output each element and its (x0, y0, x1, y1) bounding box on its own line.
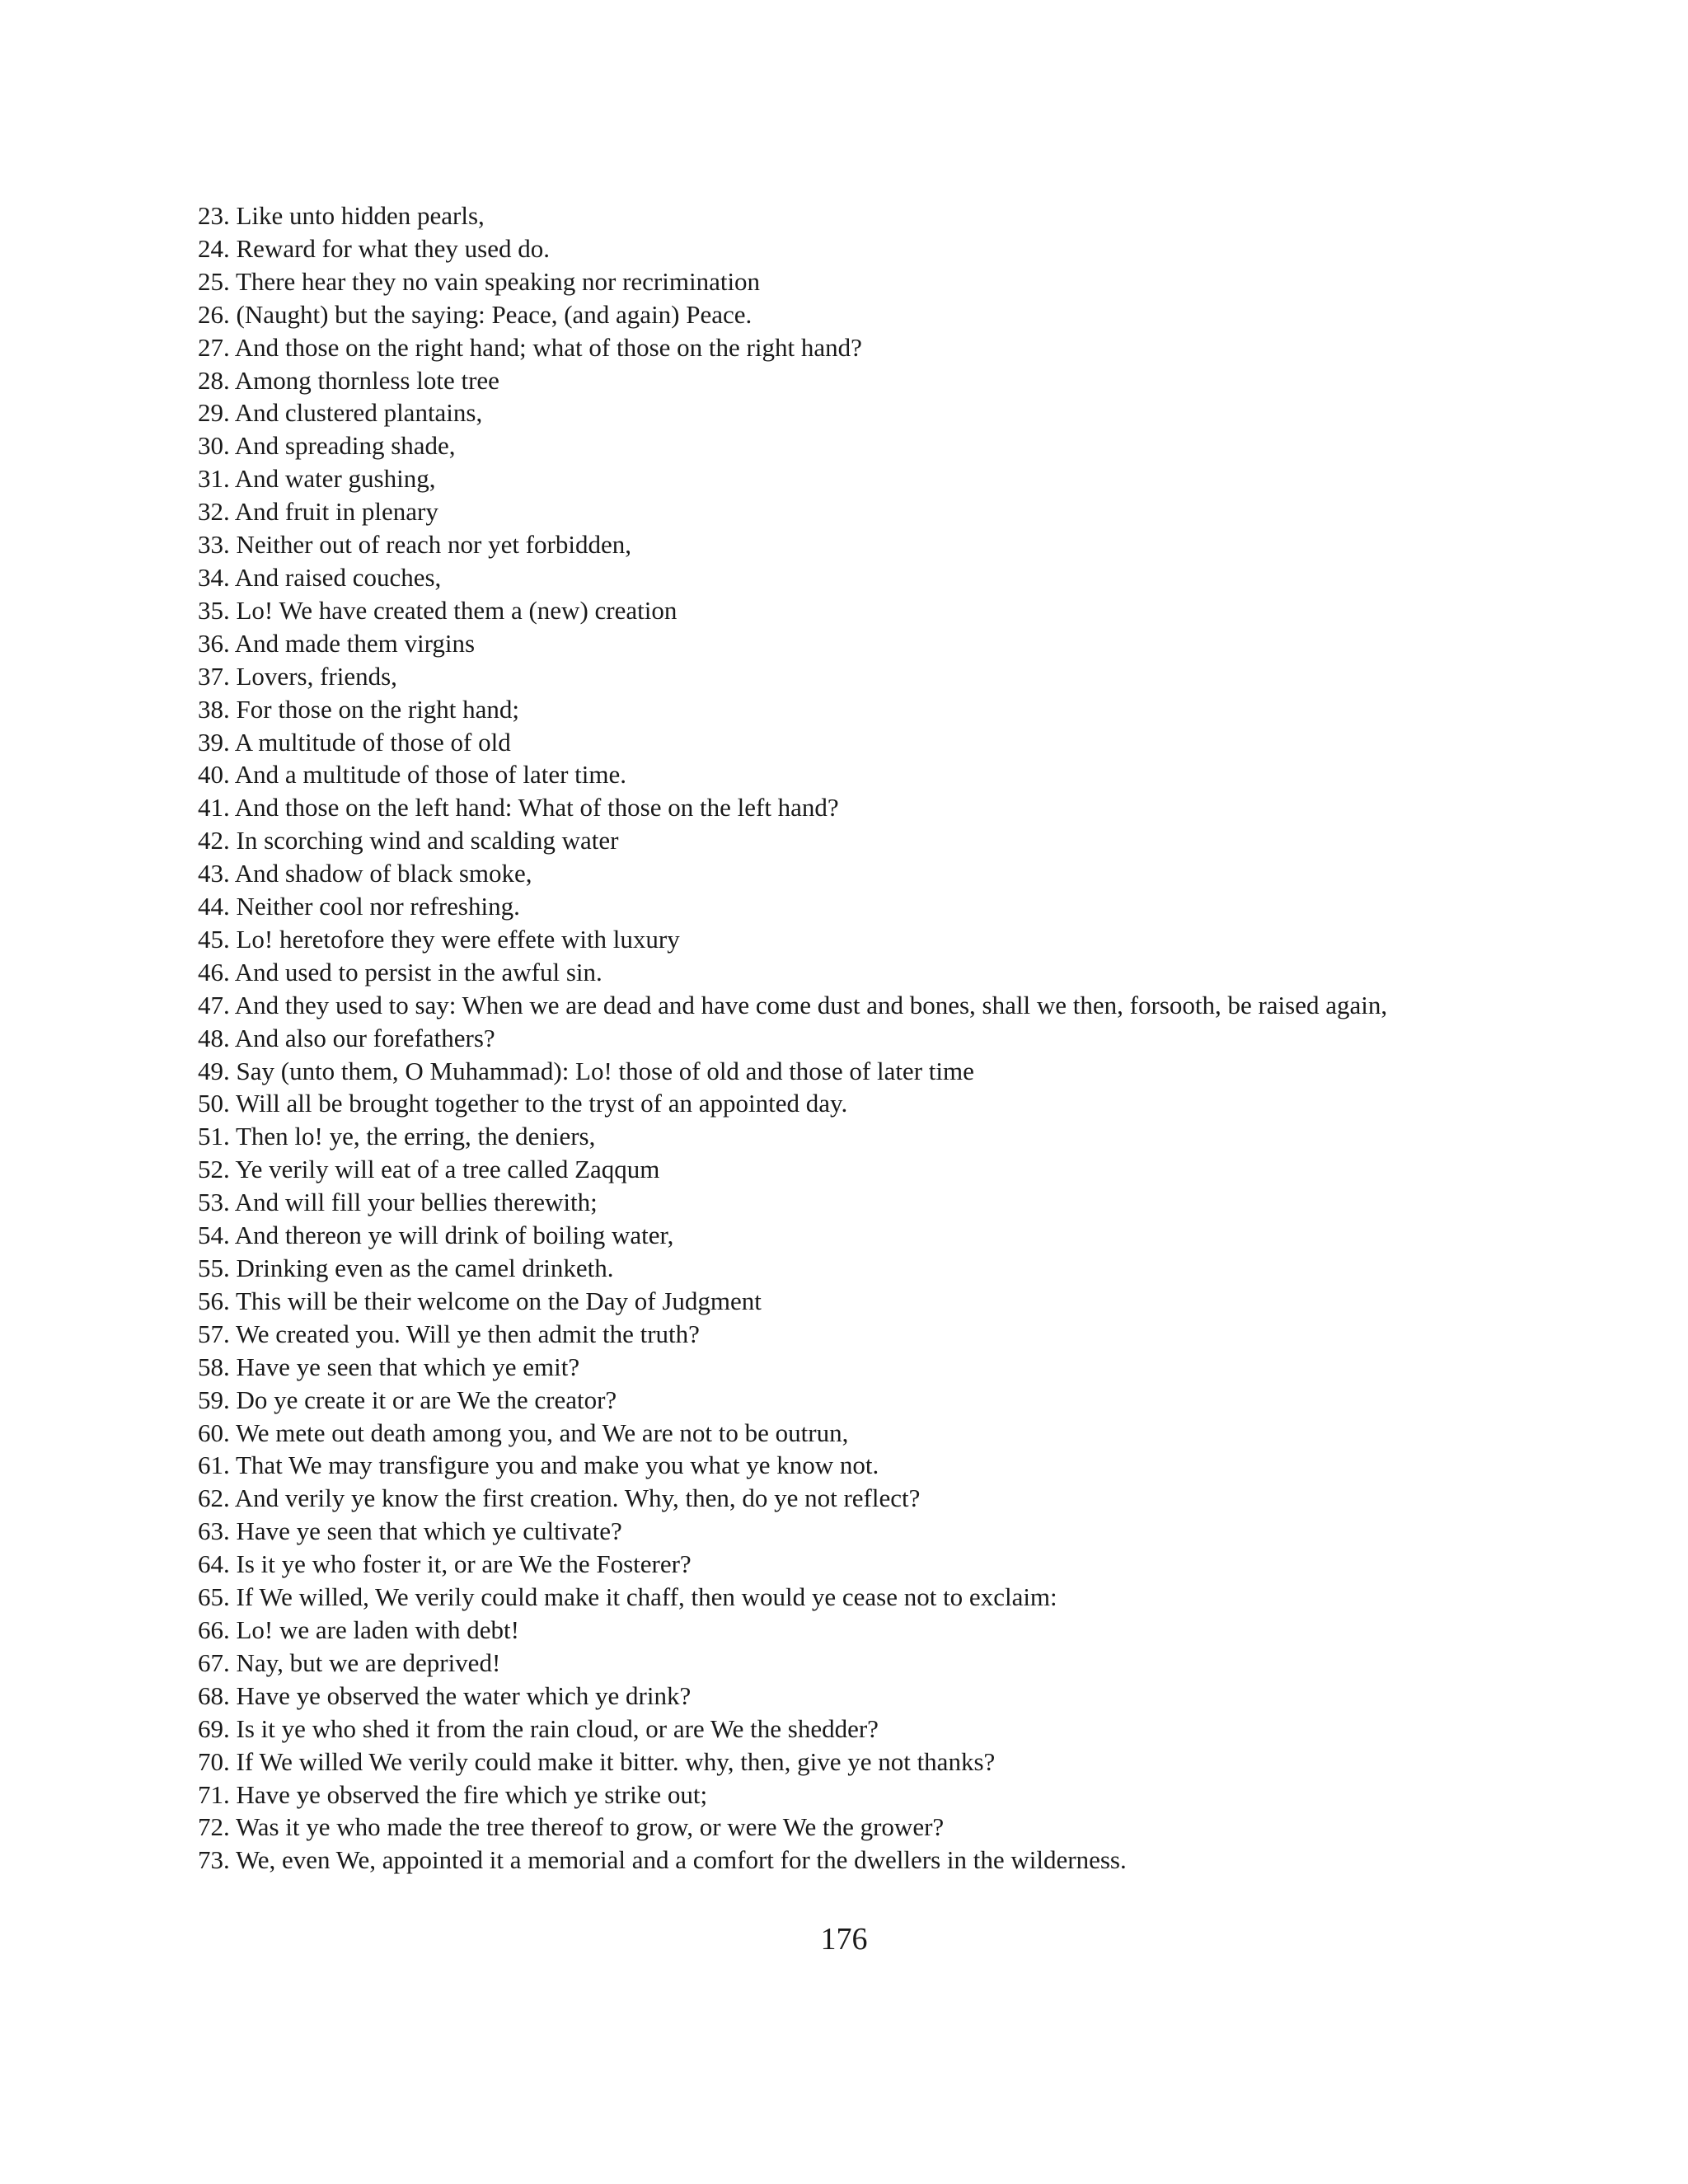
verse-line: 42. In scorching wind and scalding water (198, 826, 619, 855)
verse-line: 60. We mete out death among you, and We are not to be outrun, (198, 1418, 849, 1447)
verse-line: 66. Lo! we are laden with debt! (198, 1615, 519, 1644)
verse-line: 69. Is it ye who shed it from the rain cloud, or are We the shedder? (198, 1713, 879, 1743)
verse-line: 40. And a multitude of those of later time. (198, 760, 627, 790)
verse-line: 54. And thereon ye will drink of boiling water, (198, 1221, 674, 1250)
verse-line: 63. Have ye seen that which ye cultivate? (198, 1516, 622, 1546)
verse-line: 52. Ye verily will eat of a tree called Zaqqum (198, 1155, 660, 1184)
verse-line: 46. And used to persist in the awful sin. (198, 957, 603, 987)
verse-line: 31. And water gushing, (198, 464, 436, 494)
verse-line: 62. And verily ye know the first creation. Why, then, do ye not reflect? (198, 1483, 921, 1513)
verse-list (198, 199, 1615, 1877)
verse-line: 25. There hear they no vain speaking nor recrimination (198, 266, 761, 296)
verse-line: 58. Have ye seen that which ye emit? (198, 1352, 580, 1381)
verse-line: 28. Among thornless lote tree (198, 365, 499, 395)
verse-line: 72. Was it ye who made the tree thereof to grow, or were We the grower? (198, 1812, 945, 1842)
verse-line: 67. Nay, but we are deprived! (198, 1647, 501, 1677)
verse-line: 48. And also our forefathers? (198, 1023, 495, 1052)
verse-line: 23. Like unto hidden pearls, (198, 201, 485, 230)
verse-line: 35. Lo! We have created them a (new) creation (198, 595, 678, 625)
verse-line: 53. And will fill your bellies therewith; (198, 1188, 598, 1217)
verse-line: 44. Neither cool nor refreshing. (198, 892, 520, 921)
verse-line: 56. This will be their welcome on the Day of Judgment (198, 1286, 762, 1315)
verse-line: 65. If We willed, We verily could make it chaff, then would ye cease not to exclaim: (198, 1582, 1057, 1612)
verse-line: 73. We, even We, appointed it a memorial and a comfort for the dwellers in the wilderness. (198, 1845, 1127, 1875)
verse-line: 61. That We may transfigure you and make you what ye know not. (198, 1451, 879, 1480)
verse-line: 36. And made them virgins (198, 628, 476, 658)
verse-line: 47. And they used to say: When we are dead and have come dust and bones, shall we then, forsooth, be raised again, (198, 990, 1388, 1019)
verse-line: 55. Drinking even as the camel drinketh. (198, 1254, 614, 1282)
verse-line: 57. We created you. Will ye then admit the truth? (198, 1319, 700, 1348)
verse-line: 45. Lo! heretofore they were effete with luxury (198, 924, 680, 954)
verse-line: 33. Neither out of reach nor yet forbidden, (198, 530, 631, 560)
verse-line: 64. Is it ye who foster it, or are We the Fosterer? (198, 1549, 692, 1579)
verse-line: 32. And fruit in plenary (198, 497, 438, 527)
verse-line: 51. Then lo! ye, the erring, the deniers, (198, 1122, 596, 1151)
verse-line: 49. Say (unto them, O Muhammad): Lo! those of old and those of later time (198, 1056, 974, 1085)
verse-line: 30. And spreading shade, (198, 431, 456, 461)
verse-line: 41. And those on the left hand: What of those on the left hand? (198, 793, 839, 823)
verse-line: 68. Have ye observed the water which ye drink? (198, 1680, 692, 1710)
verse-line: 34. And raised couches, (198, 562, 442, 592)
verse-line: 39. A multitude of those of old (198, 727, 511, 757)
verse-line: 37. Lovers, friends, (198, 661, 397, 691)
verse-line: 38. For those on the right hand; (198, 694, 520, 724)
verse-line: 59. Do ye create it or are We the creator? (198, 1385, 617, 1414)
page-number: 176 (820, 1922, 868, 1957)
verse-line: 27. And those on the right hand; what of those on the right hand? (198, 332, 862, 362)
verse-line: 50. Will all be brought together to the tryst of an appointed day. (198, 1089, 848, 1118)
verse-line: 70. If We willed We verily could make it bitter. why, then, give ye not thanks? (198, 1746, 996, 1776)
verse-line: 29. And clustered plantains, (198, 398, 483, 428)
verse-line: 26. (Naught) but the saying: Peace, (and again) Peace. (198, 299, 753, 329)
verse-line: 24. Reward for what they used do. (198, 233, 551, 263)
verse-line: 71. Have ye observed the fire which ye strike out; (198, 1779, 708, 1809)
verse-line: 43. And shadow of black smoke, (198, 859, 532, 888)
